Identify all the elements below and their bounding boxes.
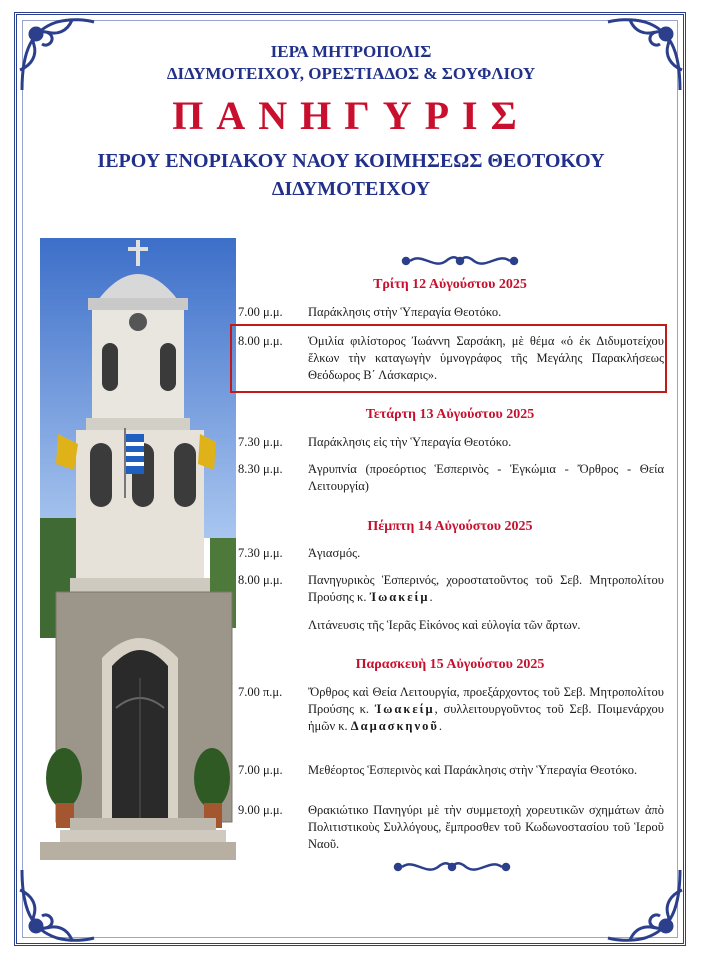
day-heading-tuesday: Τρίτη 12 Αὐγούστου 2025 — [373, 277, 527, 292]
event-text: Παράκλησις στὴν Ὑπεραγία Θεοτόκο. — [308, 305, 502, 319]
event-text: Ἀγρυπνία (προεόρτιος Ἑσπερινὸς - Ἐγκώμια - Ὄρθρος - Θεία Λειτουργία) — [308, 462, 664, 493]
event-text — [308, 684, 664, 735]
bishop-name: Ἰωακείμ — [374, 702, 435, 716]
event-time: 9.00 μ.μ. — [238, 803, 283, 817]
event-text: Ὁμιλία φιλίστορος Ἰωάννη Σαρσάκη, μὲ θέμα «ὁ ἐκ Διδυμοτείχου ἕλκων τὴν καταγωγὴν ὑμνογράφος τῆς Μεγάλης Παρακλήσεως Θεόδωρος Β΄ Λάσκαρις». — [308, 334, 664, 382]
event-time: 7.00 μ.μ. — [238, 763, 283, 777]
event-text: Ἁγιασμός. — [308, 546, 361, 560]
corner-ornament-bottom-right — [600, 860, 690, 950]
day-heading-thursday: Πέμπτη 14 Αὐγούστου 2025 — [367, 519, 533, 534]
event-text-part: , συλλειτουργοῦντος τοῦ Σεβ. Ποιμενάρχου ἡμῶν κ. — [308, 702, 664, 733]
event-text: Λιτάνευσις τῆς Ἱερᾶς Εἰκόνος καὶ εὐλογία τῶν ἄρτων. — [308, 618, 581, 632]
event-text-part: . — [429, 590, 433, 604]
event-text: Μεθέορτος Ἑσπερινὸς καὶ Παράκλησις στὴν Ὑπεραγία Θεοτόκο. — [308, 763, 638, 777]
bishop-name: Ἰωακείμ — [369, 590, 430, 604]
event-text: Παράκλησις εἰς τὴν Ὑπεραγία Θεοτόκο. — [308, 435, 512, 449]
flourish-divider-top — [400, 252, 520, 270]
event-time: 7.00 π.μ. — [238, 685, 283, 699]
event-text-part: Πανηγυρικὸς Ἑσπερινός, χοροστατοῦντος τοῦ Σεβ. Μητροπολίτου Προύσης κ. — [308, 573, 664, 604]
metropolis-name: ΔΙΔΥΜΟΤΕΙΧΟΥ, ΟΡΕΣΤΙΑΔΟΣ & ΣΟΥΦΛΙΟΥ — [166, 64, 536, 83]
event-text: Θρακιώτικο Πανηγύρι μὲ τὴν συμμετοχὴ χορευτικῶν σχημάτων ἀπὸ Πολιτιστικοὺς Συλλόγους, ἔμπροσθεν τοῦ Κωδωνοστασίου τοῦ Ἱεροῦ Ναοῦ. — [308, 803, 664, 851]
event-time: 7.00 μ.μ. — [238, 305, 283, 319]
event-text-part: . — [438, 719, 442, 733]
event-time: 7.30 μ.μ. — [238, 546, 283, 560]
event-time: 8.00 μ.μ. — [238, 334, 283, 348]
event-time: 8.00 μ.μ. — [238, 573, 283, 587]
metropolitan-name: Δαμασκηνοῦ — [350, 719, 439, 733]
church-name: ΙΕΡΟΥ ΕΝΟΡΙΑΚΟΥ ΝΑΟΥ ΚΟΙΜΗΣΕΩΣ ΘΕΟΤΟΚΟΥ — [97, 150, 605, 172]
day-heading-friday: Παρασκευὴ 15 Αὐγούστου 2025 — [355, 657, 545, 672]
page-title: ΠΑΝΗΓΥΡΙΣ — [172, 93, 530, 138]
event-time: 8.30 μ.μ. — [238, 462, 283, 476]
bell-tower-image — [40, 238, 236, 860]
corner-ornament-bottom-left — [12, 860, 102, 950]
event-text — [308, 572, 664, 606]
event-time: 7.30 μ.μ. — [238, 435, 283, 449]
church-location: ΔΙΔΥΜΟΤΕΙΧΟΥ — [271, 178, 431, 200]
flourish-divider-bottom — [392, 858, 512, 876]
metropolis-label: ΙΕΡΑ ΜΗΤΡΟΠΟΛΙΣ — [270, 42, 432, 61]
day-heading-wednesday: Τετάρτη 13 Αὐγούστου 2025 — [365, 407, 535, 422]
event-text-part: Ὄρθρος καὶ Θεία Λειτουργία, προεξάρχοντος τοῦ Σεβ. Μητροπολίτου Προύσης κ. — [308, 685, 664, 716]
